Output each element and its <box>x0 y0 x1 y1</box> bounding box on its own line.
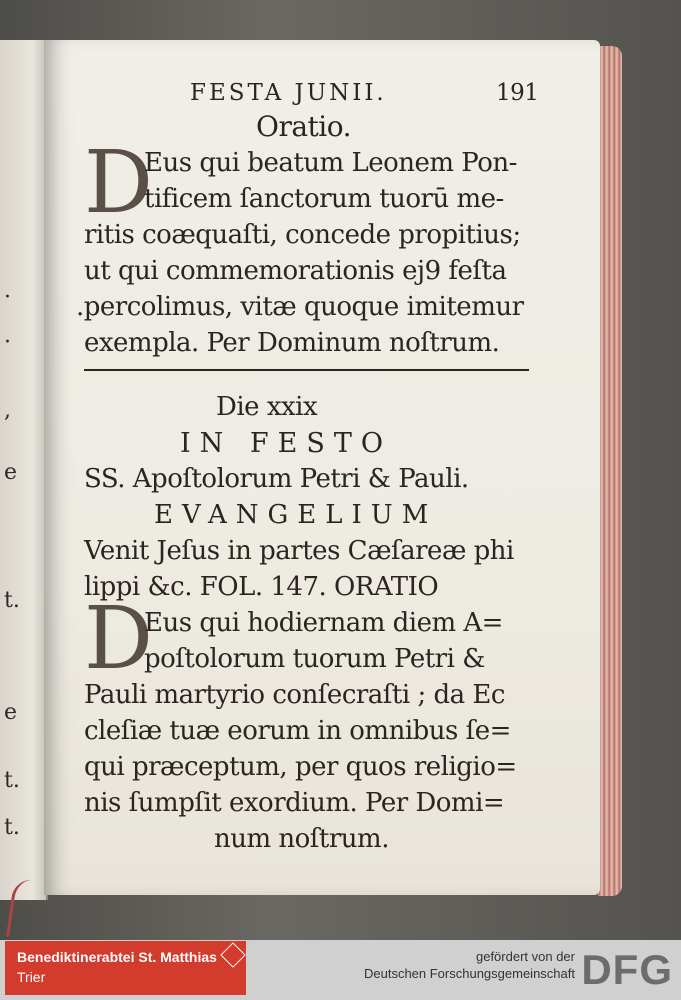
text-line: Venit Jeſus in partes Cæſareæ phi <box>84 536 514 566</box>
margin-mark: · <box>4 330 11 355</box>
margin-mark: t. <box>4 815 20 840</box>
date-heading: Die xxix <box>216 392 318 422</box>
text-line: ritis coæquaſti, concede propitius; <box>84 220 521 250</box>
text-line: Eus qui hodiernam diem A= <box>144 608 503 638</box>
running-header: FESTA JUNII. <box>190 80 387 106</box>
text-line: cleſiæ tuæ eorum in omnibus ſe= <box>84 716 511 746</box>
drop-cap: D <box>84 133 153 233</box>
section-divider <box>84 369 529 371</box>
margin-mark: e <box>4 460 18 485</box>
funding-line-2: Deutschen Forschungsgemeinschaft <box>363 966 575 981</box>
institution-name: Benediktinerabtei St. Matthias <box>17 949 217 965</box>
text-line: lippi &c. FOL. 147. ORATIO <box>84 572 439 602</box>
abbey-logo-icon <box>220 942 245 967</box>
text-line: qui præceptum, per quos religio= <box>84 752 517 782</box>
institution-badge[interactable] <box>5 941 246 995</box>
page-edge-red <box>598 46 622 896</box>
margin-mark: t. <box>4 588 20 613</box>
text-line: .percolimus, vitæ quoque imitemur <box>76 292 524 322</box>
left-margin-marks <box>0 40 20 900</box>
margin-mark: · <box>4 285 11 310</box>
dfg-logo[interactable]: DFG <box>581 946 673 993</box>
text-line: nis ſumpſit exordium. Per Domi= <box>84 788 505 818</box>
funding-line-1: gefördert von der <box>475 949 575 964</box>
text-line: tificem ſanctorum tuorū me- <box>144 184 504 214</box>
drop-cap: D <box>84 589 153 689</box>
saints-heading: SS. Apoſtolorum Petri & Pauli. <box>84 464 469 494</box>
text-line: ut qui commemorationis ej9 feſta <box>84 256 507 286</box>
institution-city: Trier <box>17 969 46 985</box>
text-line: poſtolorum tuorum Petri & <box>144 644 485 674</box>
gospel-heading: EVANGELIUM <box>154 500 438 530</box>
text-line: exempla. Per Dominum noſtrum. <box>84 328 500 358</box>
page-number: 191 <box>496 80 539 106</box>
feast-heading: IN FESTO <box>180 428 392 459</box>
margin-mark: e <box>4 700 18 725</box>
margin-mark: t. <box>4 768 20 793</box>
page-text <box>44 40 600 895</box>
margin-mark: , <box>4 398 11 423</box>
text-line: num noſtrum. <box>214 824 389 854</box>
oratio-heading: Oratio. <box>256 110 352 143</box>
text-line: Eus qui beatum Leonem Pon- <box>144 148 517 178</box>
text-line: Pauli martyrio conſecraſti ; da Ec <box>84 680 505 710</box>
